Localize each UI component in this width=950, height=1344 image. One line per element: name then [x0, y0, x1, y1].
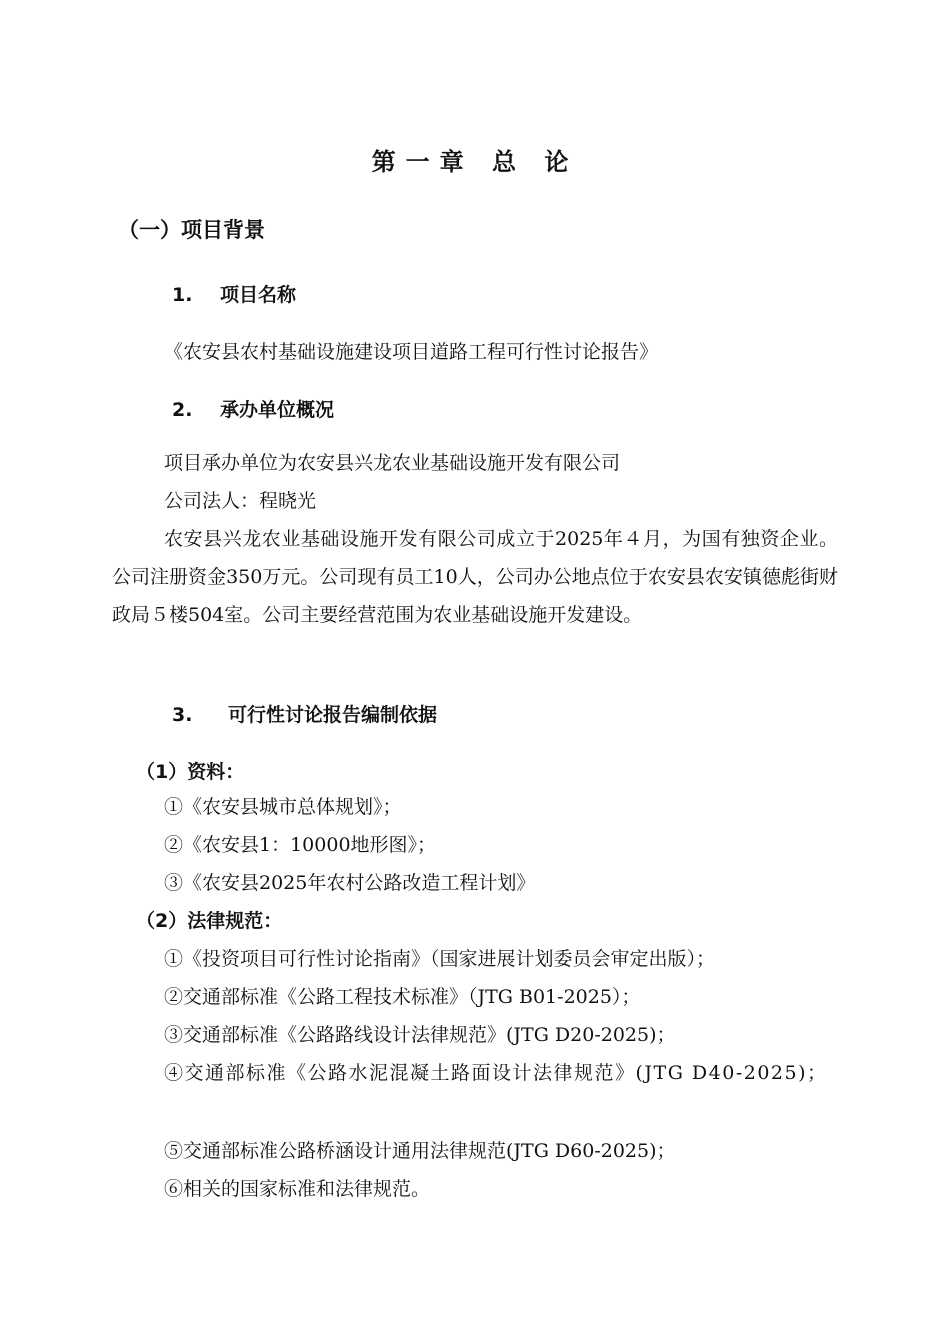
- chapter-title: 第一章 总 论: [371, 148, 579, 176]
- list-item: ①《农安县城市总体规划》；: [164, 796, 402, 818]
- subsection-number: 2.: [172, 399, 193, 421]
- list-item: ⑥相关的国家标准和法律规范。: [164, 1178, 431, 1200]
- list-item: ②交通部标准《公路工程技术标准》（JTG B01-2025）；: [164, 986, 641, 1008]
- project-name-text: 《农安县农村基础设施建设项目道路工程可行性讨论报告》: [164, 341, 659, 363]
- organizer-line: 项目承办单位为农安县兴龙农业基础设施开发有限公司: [164, 452, 621, 474]
- materials-heading: （1）资料：: [136, 761, 245, 783]
- subsection-number: 3.: [172, 704, 193, 726]
- list-item: ②《农安县1：10000地形图》；: [164, 834, 437, 856]
- section-heading: （一）项目背景: [118, 218, 265, 242]
- regulations-heading: （2）法律规范：: [136, 910, 283, 932]
- list-item: ①《投资项目可行性讨论指南》（国家进展计划委员会审定出版）；: [164, 948, 716, 970]
- subsection-heading-basis: [172, 700, 437, 727]
- subsection-title: 承办单位概况: [220, 399, 335, 421]
- subsection-heading-organizer: [172, 395, 334, 422]
- company-description-paragraph: 农安县兴龙农业基础设施开发有限公司成立于2025年４月，为国有独资企业。公司注册资金350万元。公司现有员工10人，公司办公地点位于农安县农安镇德彪街财政局５楼504室。公司主要经营范围为农业基础设施开发建设。: [112, 528, 838, 626]
- subsection-number: 1.: [172, 284, 193, 306]
- list-item: ③《农安县2025年农村公路改造工程计划》: [164, 872, 536, 894]
- list-item: ④交通部标准《公路水泥混凝土路面设计法律规范》(JTG D40-2025)；: [164, 1062, 828, 1084]
- legal-person-line: 公司法人：程晓光: [164, 490, 317, 512]
- subsection-title: 项目名称: [220, 284, 297, 306]
- subsection-heading-project-name: [172, 280, 296, 307]
- subsection-title: 可行性讨论报告编制依据: [228, 704, 438, 726]
- list-item: ③交通部标准《公路路线设计法律规范》(JTG D20-2025)；: [164, 1024, 676, 1046]
- list-item: ⑤交通部标准公路桥涵设计通用法律规范(JTG D60-2025)；: [164, 1140, 676, 1162]
